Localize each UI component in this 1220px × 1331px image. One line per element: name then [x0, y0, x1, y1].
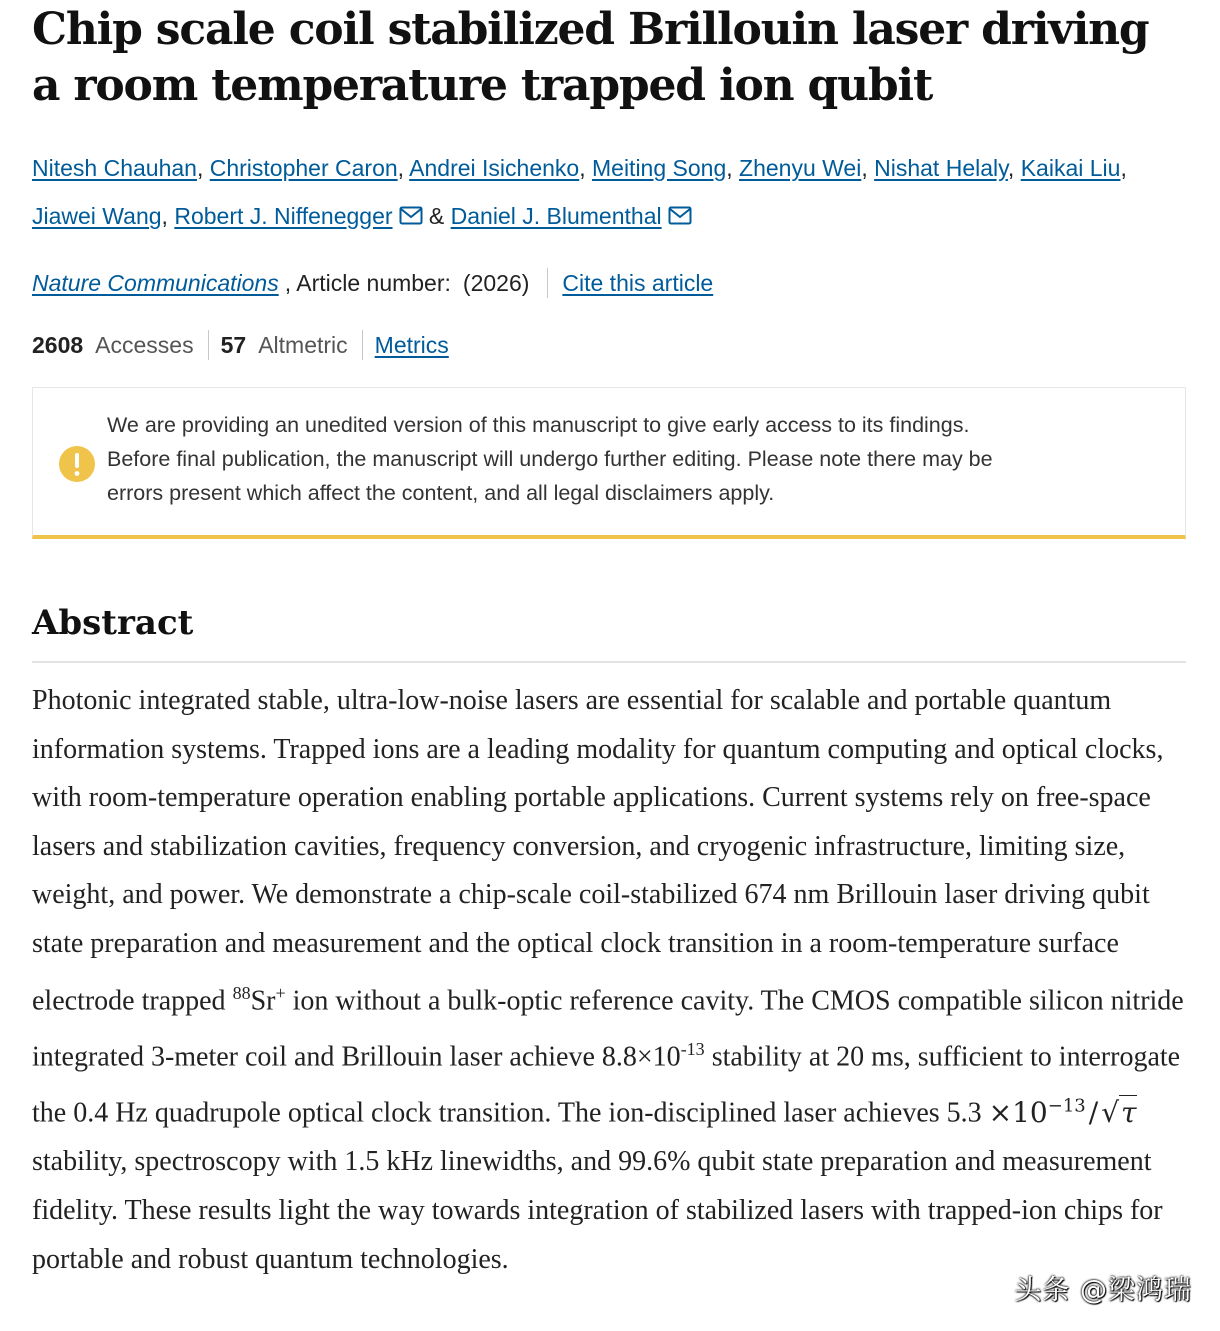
author-link[interactable]: Nitesh Chauhan [32, 155, 197, 181]
divider [208, 330, 209, 360]
metrics-bar [32, 328, 1186, 362]
author-separator: , [1007, 155, 1021, 181]
mail-icon[interactable] [399, 194, 423, 242]
publication-meta [32, 266, 1186, 300]
altmetric-count: 57 [220, 332, 247, 358]
article-page [32, 0, 1186, 1284]
abstract-segment: stability at 20 ms, sufficient to interrogate the 0.4 Hz quadrupole optical clock transition. The ion-disciplined laser achieves 5.3 [32, 1041, 1181, 1129]
article-title: Chip scale coil stabilized Brillouin laser driving a room temperature trapped ion qubit [32, 4, 1149, 111]
author-separator: & [422, 203, 451, 229]
isotope-element: Sr [250, 984, 276, 1016]
formula-root: √ [1101, 1095, 1120, 1129]
author-separator: , [726, 155, 740, 181]
watermark: 头条 @梁鸿瑞 [1014, 1275, 1192, 1306]
altmetric-label: Altmetric [258, 332, 348, 358]
author-link[interactable]: Nishat Helaly [874, 155, 1008, 181]
divider [362, 330, 363, 360]
cite-article-link[interactable]: Cite this article [562, 270, 714, 296]
divider [547, 268, 548, 298]
abstract-segment: ion without a bulk-optic reference cavity. The CMOS compatible silicon nitride integrated 3-meter coil and Brillouin laser achieve 8.8×10 [32, 984, 1184, 1073]
early-access-notice [32, 387, 1186, 539]
author-separator: , [861, 155, 875, 181]
notice-text [107, 408, 1145, 510]
author-separator: , [579, 155, 592, 181]
exclamation-circle-icon [58, 445, 96, 488]
abstract-segment: stability, spectroscopy with 1.5 kHz linewidths, and 99.6% qubit state preparation and measurement fidelity. These results light the way towards integration of stabilized lasers with trapped-ion chips for portable and robust quantum technologies. [32, 1146, 1163, 1275]
formula-tau: τ [1121, 1095, 1137, 1129]
author-separator: , [397, 155, 410, 181]
notice-line: We are providing an unedited version of this manuscript to give early access to its findings. [107, 413, 970, 437]
author-separator: , [1120, 155, 1127, 181]
accesses-count: 2608 [32, 332, 84, 358]
mail-icon[interactable] [668, 194, 692, 242]
abstract-paragraph [32, 677, 1186, 1284]
author-separator: , [161, 203, 175, 229]
isotope-mass: 88 [232, 982, 251, 1003]
abstract-segment: Photonic integrated stable, ultra-low-noise lasers are essential for scalable and portable quantum information systems. Trapped ions are a leading modality for quantum computing and optical clocks, with room-temperature operation enabling portable applications. Current systems rely on free-space lasers and stabilization cavities, frequency conversion, and cryogenic infrastructure, limiting size, weight, and power. We demonstrate a chip-scale coil-stabilized 674 nm Brillouin laser driving qubit state preparation and measurement and the optical clock transition in a room-temperature surface electrode trapped [32, 685, 1164, 1016]
stability-formula [989, 1096, 1137, 1129]
author-separator: , [196, 155, 210, 181]
author-link[interactable]: Meiting Song [592, 155, 727, 181]
section-divider [32, 661, 1186, 663]
isotope-charge: + [275, 982, 286, 1003]
publication-year: (2026) [462, 270, 530, 296]
article-number-label: , Article number: [284, 270, 451, 296]
abstract-text [32, 677, 1186, 1284]
author-link[interactable]: Daniel J. Blumenthal [450, 203, 662, 229]
formula-slash: / [1088, 1095, 1099, 1129]
author-link[interactable]: Andrei Isichenko [409, 155, 580, 181]
author-link[interactable]: Christopher Caron [209, 155, 398, 181]
abstract-heading: Abstract [32, 603, 194, 643]
formula-exponent: −13 [1047, 1095, 1086, 1117]
author-link[interactable]: Kaikai Liu [1020, 155, 1121, 181]
metrics-link[interactable]: Metrics [374, 332, 449, 358]
author-link[interactable]: Jiawei Wang [32, 203, 162, 229]
journal-link[interactable]: Nature Communications [32, 270, 279, 296]
notice-line: errors present which affect the content, and all legal disclaimers apply. [107, 481, 775, 505]
author-list [32, 144, 1186, 242]
formula-times: ×10 [988, 1095, 1048, 1129]
author-link[interactable]: Robert J. Niffenegger [174, 203, 393, 229]
accesses-label: Accesses [95, 332, 194, 358]
exponent: -13 [680, 1039, 705, 1060]
author-link[interactable]: Zhenyu Wei [739, 155, 862, 181]
notice-line: Before final publication, the manuscript will undergo further editing. Please note there may be [107, 447, 993, 471]
